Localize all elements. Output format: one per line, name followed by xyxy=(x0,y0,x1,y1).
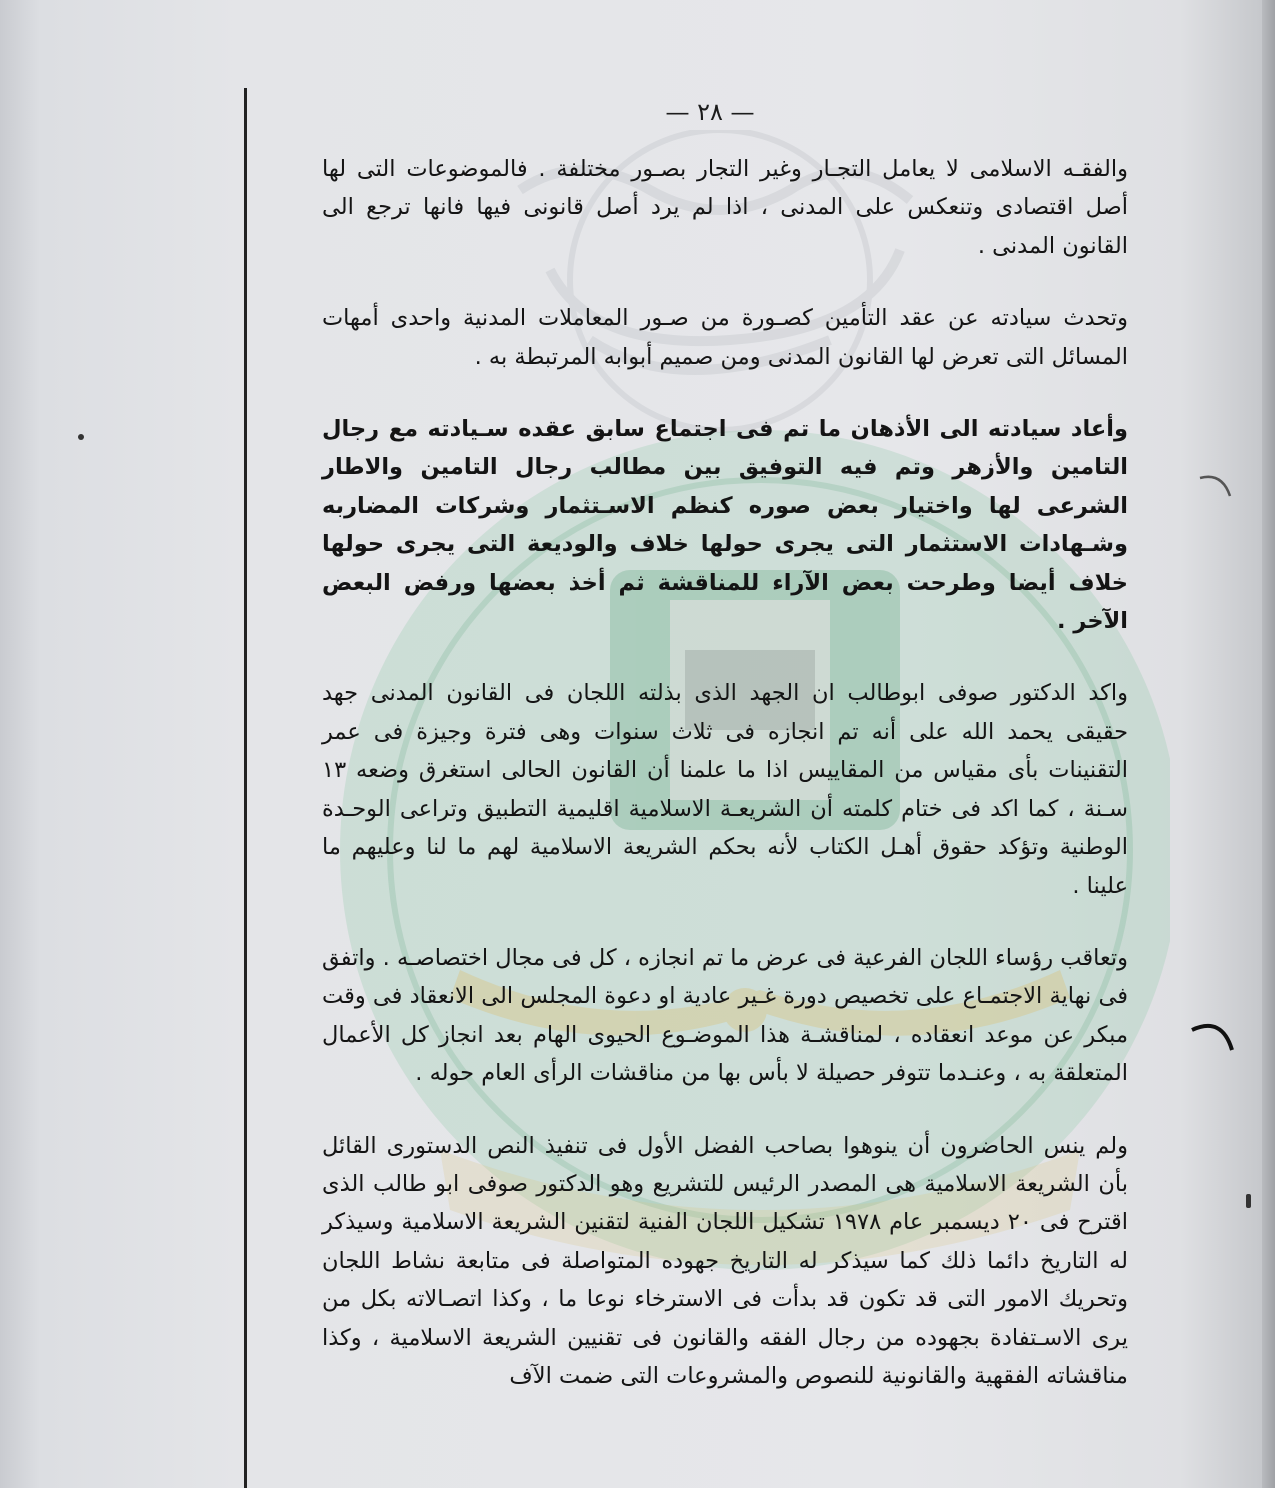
page-number: — ٢٨ — xyxy=(665,98,755,126)
page-edge-shadow xyxy=(1262,0,1275,1488)
scan-speck xyxy=(1246,1194,1251,1208)
left-margin-rule xyxy=(244,88,247,1488)
paragraph-2: وتحدث سيادته عن عقد التأمين كصـورة من صـور المعاملات المدنية واحدى أمهات المسائل التى تعرض لها القانون المدنى ومن صميم أبوابه المرتبطة به . xyxy=(322,305,1128,370)
paragraph-6: ولم ينس الحاضرون أن ينوهوا بصاحب الفضل الأول فى تنفيذ النص الدستورى القائل بأن الشريعة الاسلامية هى المصدر الرئيس للتشريع وهو الدكتور صوفى ابو طالب الذى اقترح فى ٢٠ ديسمبر عام ١٩٧٨ تشكيل اللجان الفنية لتقنين الشريعة الاسلامية وسيذكر له التاريخ دائما ذلك كما سيذكر له التاريخ جهوده المتواصلة فى متابعة نشاط اللجان وتحريك الامور التى قد تكون قد بدأت فى الاسترخاء نوعا ما ، وكذا اتصـالاته بكل من يرى الاسـتفادة بجهوده من رجال الفقه والقانون فى تقنيين الشريعة الاسلامية ، وكذا مناقشاته الفقهية والقانونية للنصوص والمشروعات التى ضمت الآف xyxy=(322,1132,1128,1389)
document-body xyxy=(322,150,1128,1480)
paragraph-3: وأعاد سيادته الى الأذهان ما تم فى اجتماع سابق عقده سـيادته مع رجال التامين والأزهر وتم فيه التوفيق بين مطالب رجال التامين والاطار الشرعى لها واختيار بعض صوره كنظم الاسـتثمار وشركات المضاربه وشـهادات الاستثمار التى يجرى حولها خلاف والوديعة التى يجرى حولها خلاف أيضا وطرحت بعض الآراء للمناقشة ثم أخذ بعضها ورفض البعض الآخر . xyxy=(322,416,1128,635)
paragraph-4: واكد الدكتور صوفى ابوطالب ان الجهد الذى بذلته اللجان فى القانون المدنى جهد حقيقى يحمد الله على أنه تم انجازه فى ثلاث سنوات وهى فترة وجيزة فى عمر التقنينات بأى مقياس من المقاييس اذا ما علمنا أن القانون الحالى استغرق وضعه ١٣ سـنة ، كما اكد فى ختام كلمته أن الشريعـة الاسلامية اقليمية التطبيق وتراعى الوحـدة الوطنية وتؤكد حقوق أهـل الكتاب لأنه بحكم الشريعة الاسلامية لهم ما لنا وعليهم ما علينا . xyxy=(322,680,1128,899)
scan-speck xyxy=(78,434,84,440)
paragraph-1: والفقـه الاسلامى لا يعامل التجـار وغير التجار بصـور مختلفة . فالموضوعات التى لها أصل اقتصادى وتنعكس على المدنى ، اذا لم يرد أصل قانونى فيها فانها ترجع الى القانون المدنى . xyxy=(322,156,1128,259)
paragraph-5: وتعاقب رؤساء اللجان الفرعية فى عرض ما تم انجازه ، كل فى مجال اختصاصـه . واتفق فى نهاية الاجتمـاع على تخصيص دورة غـير عادية او دعوة المجلس الى الانعقاد فى وقت مبكر عن موعد انعقاده ، لمناقشـة هذا الموضـوع الحيوى الهام بعد انجاز كل الأعمال المتعلقة به ، وعنـدما تتوفر حصيلة لا بأس بها من مناقشات الرأى العام حوله . xyxy=(322,944,1128,1087)
bracket-curve-mark-bottom-icon xyxy=(1188,1016,1238,1066)
bracket-curve-mark-top-icon xyxy=(1196,470,1236,510)
